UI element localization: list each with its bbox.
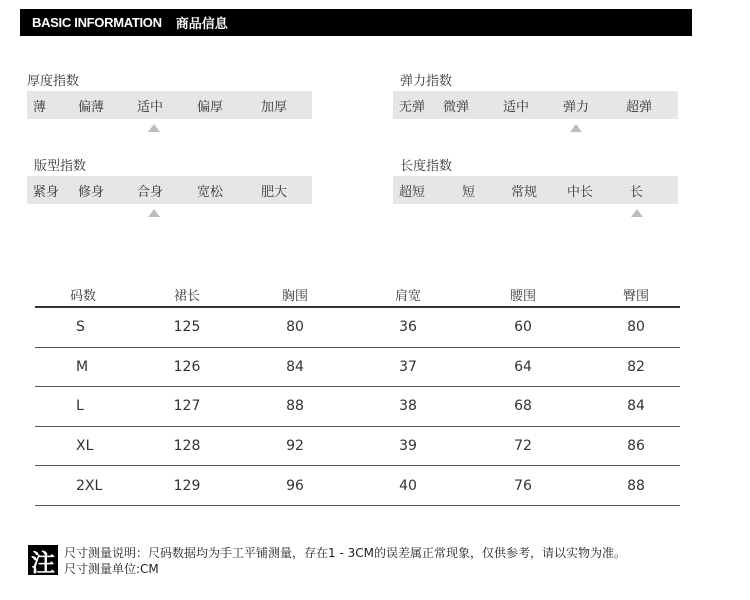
size-table bbox=[35, 270, 680, 506]
elasticity-option-selected: 弹力 bbox=[563, 100, 590, 115]
table-cell: S bbox=[76, 319, 85, 336]
table-cell: 39 bbox=[399, 438, 417, 455]
elasticity-index-title: 弹力指数 bbox=[400, 74, 453, 89]
length-index-title: 长度指数 bbox=[400, 159, 453, 174]
note-badge: 注 bbox=[28, 545, 58, 575]
table-cell: 128 bbox=[173, 438, 201, 455]
column-header-shoulder: 肩宽 bbox=[394, 289, 422, 304]
table-cell: 88 bbox=[627, 477, 645, 494]
table-cell: 82 bbox=[627, 358, 645, 375]
table-cell: 2XL bbox=[76, 477, 103, 494]
fit-index-title: 版型指数 bbox=[34, 159, 87, 174]
table-cell: 72 bbox=[514, 438, 532, 455]
elasticity-scale bbox=[393, 91, 678, 119]
length-option: 超短 bbox=[399, 185, 426, 200]
table-header-row bbox=[35, 270, 680, 308]
fit-option: 肥大 bbox=[261, 185, 288, 200]
thickness-option: 偏厚 bbox=[197, 100, 224, 115]
thickness-option: 薄 bbox=[33, 100, 47, 115]
length-scale bbox=[393, 176, 678, 204]
fit-option-selected: 合身 bbox=[137, 185, 164, 200]
table-cell: 37 bbox=[399, 358, 417, 375]
table-row bbox=[35, 427, 680, 467]
thickness-index-title: 厚度指数 bbox=[27, 74, 80, 89]
elasticity-option: 适中 bbox=[503, 100, 530, 115]
selection-marker-icon bbox=[570, 124, 582, 132]
length-option-selected: 长 bbox=[630, 185, 644, 200]
measurement-note bbox=[28, 545, 626, 577]
thickness-option-selected: 适中 bbox=[137, 100, 164, 115]
column-header-dress-length: 裙长 bbox=[173, 289, 201, 304]
table-cell: 129 bbox=[173, 477, 201, 494]
column-header-size: 码数 bbox=[69, 289, 97, 304]
table-row bbox=[35, 466, 680, 506]
length-option: 短 bbox=[462, 185, 476, 200]
thickness-option: 偏薄 bbox=[78, 100, 105, 115]
length-option: 常规 bbox=[511, 185, 538, 200]
selection-marker-icon bbox=[148, 124, 160, 132]
fit-option: 修身 bbox=[78, 185, 105, 200]
fit-option: 紧身 bbox=[33, 185, 60, 200]
fit-scale bbox=[27, 176, 312, 204]
table-cell: 64 bbox=[514, 358, 532, 375]
column-header-hip: 臀围 bbox=[622, 289, 650, 304]
table-cell: XL bbox=[76, 438, 94, 455]
length-index bbox=[393, 155, 678, 204]
header-title-en: BASIC INFORMATION bbox=[32, 15, 162, 30]
table-cell: 68 bbox=[514, 398, 532, 415]
elasticity-option: 无弹 bbox=[399, 100, 426, 115]
table-cell: M bbox=[76, 358, 89, 375]
note-line-2: 尺寸测量单位:CM bbox=[64, 562, 159, 576]
table-cell: 80 bbox=[627, 319, 645, 336]
table-cell: 96 bbox=[286, 477, 304, 494]
table-cell: 88 bbox=[286, 398, 304, 415]
table-cell: 125 bbox=[173, 319, 201, 336]
note-line-1: 尺寸测量说明：尺码数据均为手工平铺测量，存在1 - 3CM的误差属正常现象，仅供参考，请以实物为准。 bbox=[64, 546, 626, 560]
header-title-cn: 商品信息 bbox=[175, 17, 228, 32]
table-cell: 84 bbox=[286, 358, 304, 375]
table-cell: 60 bbox=[514, 319, 532, 336]
elasticity-option: 微弹 bbox=[443, 100, 470, 115]
table-row bbox=[35, 348, 680, 388]
length-option: 中长 bbox=[567, 185, 594, 200]
thickness-scale bbox=[27, 91, 312, 119]
note-text bbox=[64, 545, 626, 577]
thickness-option: 加厚 bbox=[261, 100, 288, 115]
section-header bbox=[20, 9, 692, 36]
selection-marker-icon bbox=[631, 209, 643, 217]
fit-index bbox=[27, 155, 312, 204]
table-cell: 80 bbox=[286, 319, 304, 336]
elasticity-option: 超弹 bbox=[626, 100, 653, 115]
table-cell: L bbox=[76, 398, 84, 415]
selection-marker-icon bbox=[148, 209, 160, 217]
elasticity-index bbox=[393, 70, 678, 119]
table-cell: 86 bbox=[627, 438, 645, 455]
table-row bbox=[35, 387, 680, 427]
table-cell: 36 bbox=[399, 319, 417, 336]
table-cell: 92 bbox=[286, 438, 304, 455]
table-row bbox=[35, 308, 680, 348]
table-cell: 40 bbox=[399, 477, 417, 494]
fit-option: 宽松 bbox=[197, 185, 224, 200]
column-header-bust: 胸围 bbox=[281, 289, 309, 304]
table-cell: 127 bbox=[173, 398, 201, 415]
table-cell: 126 bbox=[173, 358, 201, 375]
table-cell: 38 bbox=[399, 398, 417, 415]
column-header-waist: 腰围 bbox=[509, 289, 537, 304]
table-cell: 84 bbox=[627, 398, 645, 415]
thickness-index bbox=[27, 70, 312, 119]
table-cell: 76 bbox=[514, 477, 532, 494]
